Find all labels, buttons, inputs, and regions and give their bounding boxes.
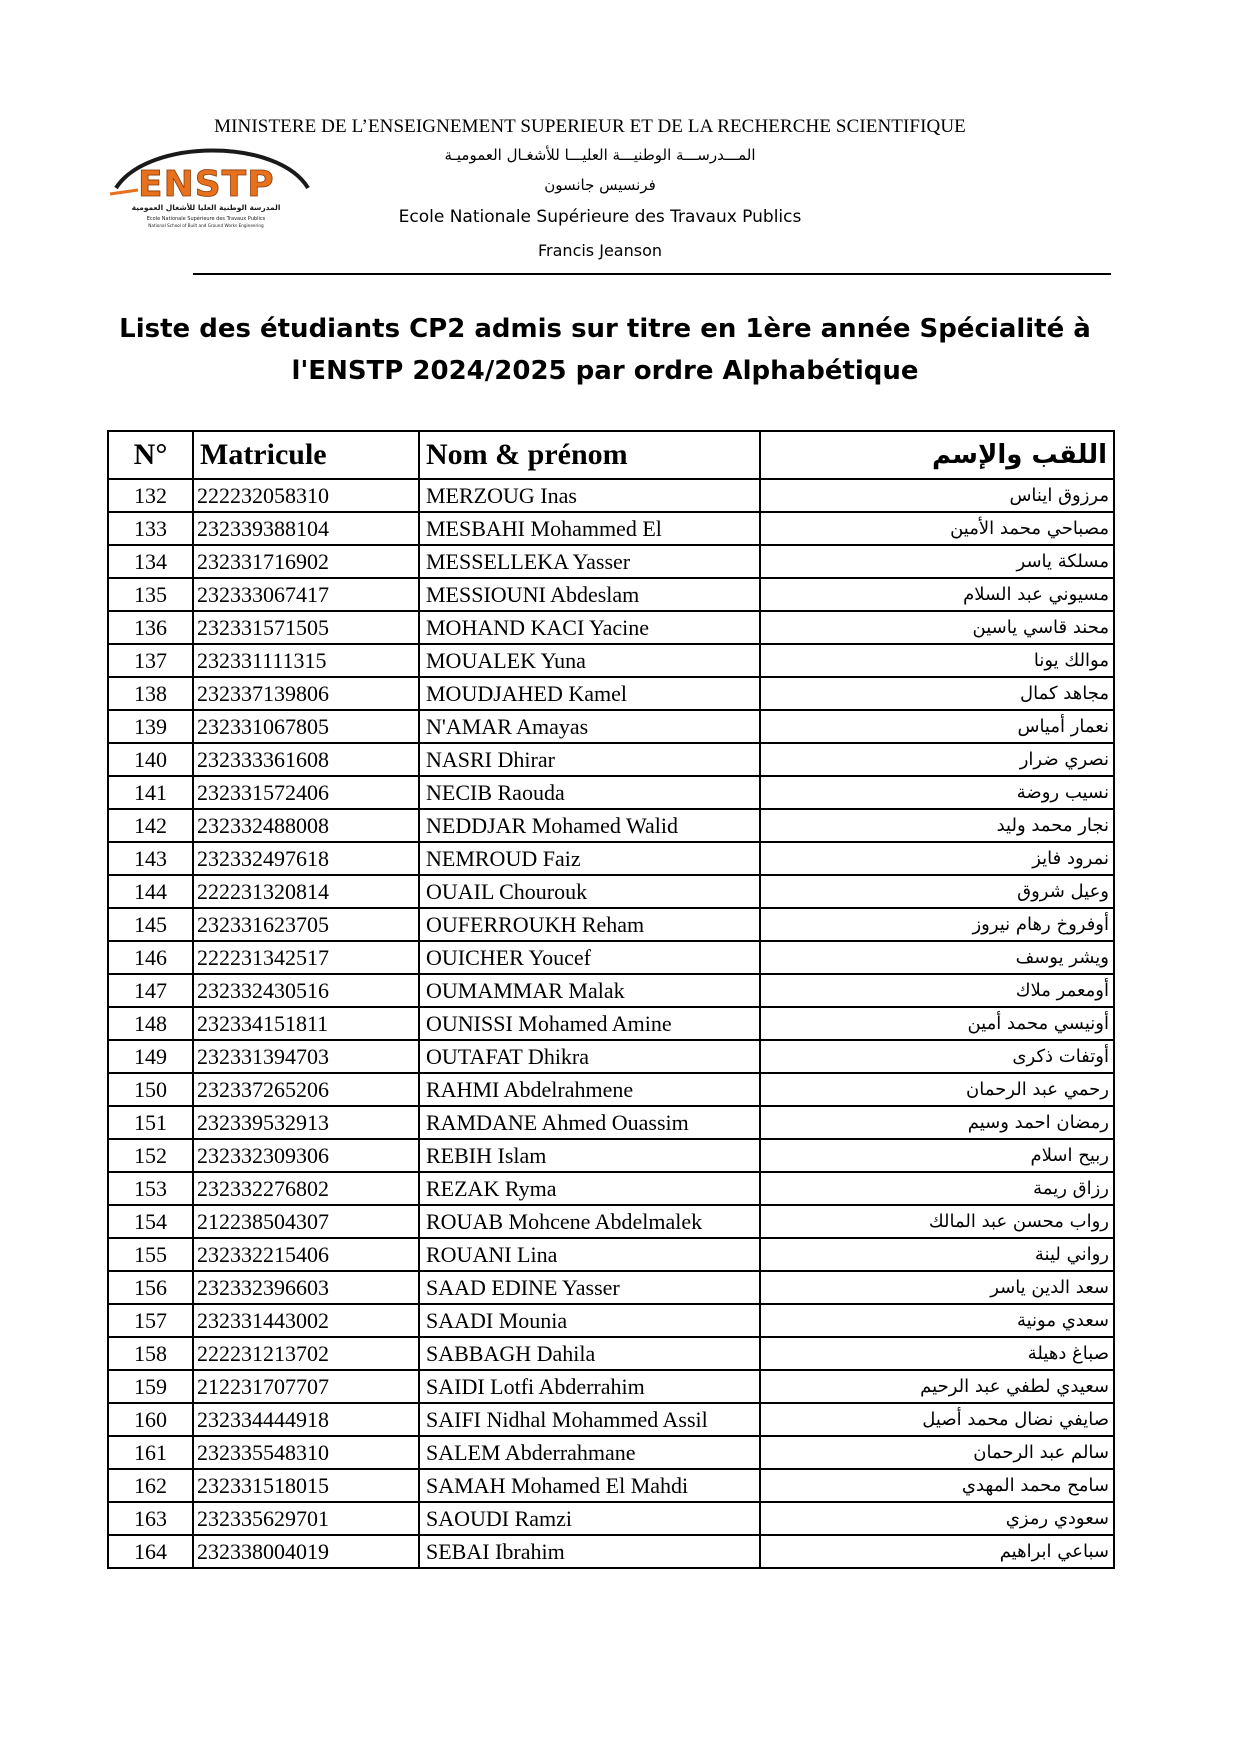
- row-number: 160: [108, 1403, 193, 1436]
- table-row: [108, 545, 1114, 578]
- row-name: SAMAH Mohamed El Mahdi: [419, 1469, 760, 1502]
- table-header-row: [108, 431, 1114, 479]
- row-number: 150: [108, 1073, 193, 1106]
- row-number: 158: [108, 1337, 193, 1370]
- row-number: 134: [108, 545, 193, 578]
- table-row: [108, 677, 1114, 710]
- row-number: 143: [108, 842, 193, 875]
- row-matricule: 232338004019: [193, 1535, 419, 1568]
- row-name-arabic: سالم عبد الرحمان: [760, 1436, 1114, 1469]
- row-name: MERZOUG Inas: [419, 479, 760, 512]
- row-name-arabic: مرزوق ايناس: [760, 479, 1114, 512]
- row-number: 142: [108, 809, 193, 842]
- row-name-arabic: ربيح اسلام: [760, 1139, 1114, 1172]
- row-matricule: 232331394703: [193, 1040, 419, 1073]
- row-number: 159: [108, 1370, 193, 1403]
- row-name-arabic: مصباحي محمد الأمين: [760, 512, 1114, 545]
- table-row: [108, 1436, 1114, 1469]
- table-row: [108, 578, 1114, 611]
- row-name: SALEM Abderrahmane: [419, 1436, 760, 1469]
- row-matricule: 232331067805: [193, 710, 419, 743]
- row-matricule: 222231320814: [193, 875, 419, 908]
- row-name: RAMDANE Ahmed Ouassim: [419, 1106, 760, 1139]
- table-row: [108, 710, 1114, 743]
- enstp-logo: [108, 146, 318, 238]
- row-name-arabic: أوفروخ رهام نيروز: [760, 908, 1114, 941]
- school-name-arabic: المـــدرســـة الوطنيـــة العليـــا للأشغـال العموميـة: [444, 146, 756, 164]
- row-matricule: 232332497618: [193, 842, 419, 875]
- row-matricule: 212231707707: [193, 1370, 419, 1403]
- row-matricule: 232335629701: [193, 1502, 419, 1535]
- row-number: 139: [108, 710, 193, 743]
- row-name-arabic: صباغ دهيلة: [760, 1337, 1114, 1370]
- row-name-arabic: سعيدي لطفي عبد الرحيم: [760, 1370, 1114, 1403]
- row-matricule: 232331572406: [193, 776, 419, 809]
- row-name-arabic: محند قاسي ياسين: [760, 611, 1114, 644]
- row-name: OUMAMMAR Malak: [419, 974, 760, 1007]
- row-name: SAIFI Nidhal Mohammed Assil: [419, 1403, 760, 1436]
- table-row: [108, 512, 1114, 545]
- row-matricule: 232334151811: [193, 1007, 419, 1040]
- row-number: 152: [108, 1139, 193, 1172]
- row-number: 153: [108, 1172, 193, 1205]
- row-matricule: 232339532913: [193, 1106, 419, 1139]
- row-name: MESBAHI Mohammed El: [419, 512, 760, 545]
- row-name: OUNISSI Mohamed Amine: [419, 1007, 760, 1040]
- row-matricule: 232332309306: [193, 1139, 419, 1172]
- row-number: 148: [108, 1007, 193, 1040]
- table-row: [108, 941, 1114, 974]
- row-matricule: 232331518015: [193, 1469, 419, 1502]
- table-row: [108, 776, 1114, 809]
- table-row: [108, 1106, 1114, 1139]
- row-number: 140: [108, 743, 193, 776]
- school-patron-arabic: فرنسيس جانسون: [544, 176, 656, 194]
- row-matricule: 212238504307: [193, 1205, 419, 1238]
- row-name: SABBAGH Dahila: [419, 1337, 760, 1370]
- row-name: NECIB Raouda: [419, 776, 760, 809]
- row-name-arabic: موالك يونا: [760, 644, 1114, 677]
- row-matricule: 232337139806: [193, 677, 419, 710]
- logo-arabic-text: المدرسة الوطنية العليا للأشغال العمومية: [131, 203, 281, 212]
- logo-english-text: National School of Built and Ground Works Engineering: [148, 223, 264, 228]
- table-body: [108, 479, 1114, 1568]
- row-name: MOHAND KACI Yacine: [419, 611, 760, 644]
- row-name: ROUAB Mohcene Abdelmalek: [419, 1205, 760, 1238]
- row-name-arabic: أومعمر ملاك: [760, 974, 1114, 1007]
- row-number: 156: [108, 1271, 193, 1304]
- row-number: 149: [108, 1040, 193, 1073]
- row-name-arabic: نعمار أمياس: [760, 710, 1114, 743]
- header-name-arabic: اللقب والإسم: [760, 431, 1114, 479]
- row-name-arabic: صايفي نضال محمد أصيل: [760, 1403, 1114, 1436]
- document-title-line-1: Liste des étudiants CP2 admis sur titre en 1ère année Spécialité à: [119, 314, 1091, 344]
- logo-wordmark: ENSTP: [138, 164, 275, 205]
- row-name-arabic: مجاهد كمال: [760, 677, 1114, 710]
- row-number: 163: [108, 1502, 193, 1535]
- row-matricule: 232339388104: [193, 512, 419, 545]
- row-number: 137: [108, 644, 193, 677]
- school-name-french: Ecole Nationale Supérieure des Travaux Publics: [398, 207, 802, 227]
- row-number: 162: [108, 1469, 193, 1502]
- header-matricule: Matricule: [193, 431, 419, 479]
- row-name-arabic: رزاق ريمة: [760, 1172, 1114, 1205]
- row-name-arabic: نسيب روضة: [760, 776, 1114, 809]
- row-matricule: 232332215406: [193, 1238, 419, 1271]
- row-name-arabic: وعيل شروق: [760, 875, 1114, 908]
- row-name-arabic: سباعي ابراهيم: [760, 1535, 1114, 1568]
- table-row: [108, 1304, 1114, 1337]
- row-name-arabic: نجار محمد وليد: [760, 809, 1114, 842]
- row-name-arabic: رمضان احمد وسيم: [760, 1106, 1114, 1139]
- row-name: SAIDI Lotfi Abderrahim: [419, 1370, 760, 1403]
- row-name-arabic: رحمي عبد الرحمان: [760, 1073, 1114, 1106]
- table-row: [108, 743, 1114, 776]
- row-matricule: 232333361608: [193, 743, 419, 776]
- row-name: OUICHER Youcef: [419, 941, 760, 974]
- row-number: 151: [108, 1106, 193, 1139]
- row-name: REBIH Islam: [419, 1139, 760, 1172]
- row-name: SAAD EDINE Yasser: [419, 1271, 760, 1304]
- row-matricule: 222231342517: [193, 941, 419, 974]
- row-name-arabic: مسيوني عبد السلام: [760, 578, 1114, 611]
- row-name-arabic: رواني لينة: [760, 1238, 1114, 1271]
- table-row: [108, 1139, 1114, 1172]
- row-matricule: 232331111315: [193, 644, 419, 677]
- row-number: 161: [108, 1436, 193, 1469]
- table-row: [108, 1205, 1114, 1238]
- header-name: Nom & prénom: [419, 431, 760, 479]
- table-row: [108, 611, 1114, 644]
- logo-french-text: Ecole Nationale Supérieure des Travaux Publics: [146, 216, 266, 222]
- row-name-arabic: نصري ضرار: [760, 743, 1114, 776]
- table-row: [108, 1238, 1114, 1271]
- table-row: [108, 908, 1114, 941]
- row-matricule: 232335548310: [193, 1436, 419, 1469]
- row-name: MOUDJAHED Kamel: [419, 677, 760, 710]
- students-table: [107, 430, 1115, 1569]
- row-matricule: 232331716902: [193, 545, 419, 578]
- row-name-arabic: نمرود فايز: [760, 842, 1114, 875]
- row-name-arabic: سعودي رمزي: [760, 1502, 1114, 1535]
- header-divider: [193, 273, 1111, 275]
- table-row: [108, 1337, 1114, 1370]
- table-row: [108, 1040, 1114, 1073]
- table-row: [108, 974, 1114, 1007]
- row-name: NEDDJAR Mohamed Walid: [419, 809, 760, 842]
- ministry-heading: MINISTERE DE L’ENSEIGNEMENT SUPERIEUR ET DE LA RECHERCHE SCIENTIFIQUE: [214, 116, 966, 137]
- school-patron-french: Francis Jeanson: [538, 241, 662, 260]
- row-number: 138: [108, 677, 193, 710]
- row-name-arabic: أونيسي محمد أمين: [760, 1007, 1114, 1040]
- row-name-arabic: سامح محمد المهدي: [760, 1469, 1114, 1502]
- row-matricule: 232332396603: [193, 1271, 419, 1304]
- row-number: 146: [108, 941, 193, 974]
- row-matricule: 232332430516: [193, 974, 419, 1007]
- row-name: N'AMAR Amayas: [419, 710, 760, 743]
- table-row: [108, 1502, 1114, 1535]
- row-name: MESSELLEKA Yasser: [419, 545, 760, 578]
- row-matricule: 232334444918: [193, 1403, 419, 1436]
- row-matricule: 232333067417: [193, 578, 419, 611]
- row-number: 141: [108, 776, 193, 809]
- row-matricule: 232331623705: [193, 908, 419, 941]
- row-name: SAOUDI Ramzi: [419, 1502, 760, 1535]
- row-name: SAADI Mounia: [419, 1304, 760, 1337]
- row-name: REZAK Ryma: [419, 1172, 760, 1205]
- row-name: MOUALEK Yuna: [419, 644, 760, 677]
- row-number: 155: [108, 1238, 193, 1271]
- row-name-arabic: سعد الدين ياسر: [760, 1271, 1114, 1304]
- row-number: 132: [108, 479, 193, 512]
- row-number: 154: [108, 1205, 193, 1238]
- row-number: 133: [108, 512, 193, 545]
- row-name-arabic: ويشر يوسف: [760, 941, 1114, 974]
- table-row: [108, 875, 1114, 908]
- row-name-arabic: أوتفات ذكرى: [760, 1040, 1114, 1073]
- table-row: [108, 809, 1114, 842]
- row-name: SEBAI Ibrahim: [419, 1535, 760, 1568]
- table-row: [108, 1007, 1114, 1040]
- header-num: N°: [108, 431, 193, 479]
- row-name-arabic: سعدي مونية: [760, 1304, 1114, 1337]
- row-name: OUAIL Chourouk: [419, 875, 760, 908]
- row-matricule: 232332276802: [193, 1172, 419, 1205]
- row-matricule: 232337265206: [193, 1073, 419, 1106]
- row-name: NEMROUD Faiz: [419, 842, 760, 875]
- row-number: 145: [108, 908, 193, 941]
- table-row: [108, 1403, 1114, 1436]
- row-matricule: 232331571505: [193, 611, 419, 644]
- table-row: [108, 644, 1114, 677]
- table-row: [108, 842, 1114, 875]
- row-name: OUTAFAT Dhikra: [419, 1040, 760, 1073]
- table-row: [108, 1370, 1114, 1403]
- table-row: [108, 1073, 1114, 1106]
- table-row: [108, 479, 1114, 512]
- row-number: 147: [108, 974, 193, 1007]
- table-row: [108, 1271, 1114, 1304]
- row-name-arabic: رواب محسن عبد المالك: [760, 1205, 1114, 1238]
- row-number: 144: [108, 875, 193, 908]
- row-matricule: 232332488008: [193, 809, 419, 842]
- row-name: OUFERROUKH Reham: [419, 908, 760, 941]
- row-matricule: 232331443002: [193, 1304, 419, 1337]
- row-matricule: 222232058310: [193, 479, 419, 512]
- row-name-arabic: مسلكة ياسر: [760, 545, 1114, 578]
- table-row: [108, 1535, 1114, 1568]
- row-number: 157: [108, 1304, 193, 1337]
- document-title-line-2: l'ENSTP 2024/2025 par ordre Alphabétique: [291, 356, 919, 386]
- row-number: 135: [108, 578, 193, 611]
- row-name: NASRI Dhirar: [419, 743, 760, 776]
- row-number: 164: [108, 1535, 193, 1568]
- table-row: [108, 1172, 1114, 1205]
- table-row: [108, 1469, 1114, 1502]
- row-matricule: 222231213702: [193, 1337, 419, 1370]
- row-name: RAHMI Abdelrahmene: [419, 1073, 760, 1106]
- row-name: MESSIOUNI Abdeslam: [419, 578, 760, 611]
- row-name: ROUANI Lina: [419, 1238, 760, 1271]
- row-number: 136: [108, 611, 193, 644]
